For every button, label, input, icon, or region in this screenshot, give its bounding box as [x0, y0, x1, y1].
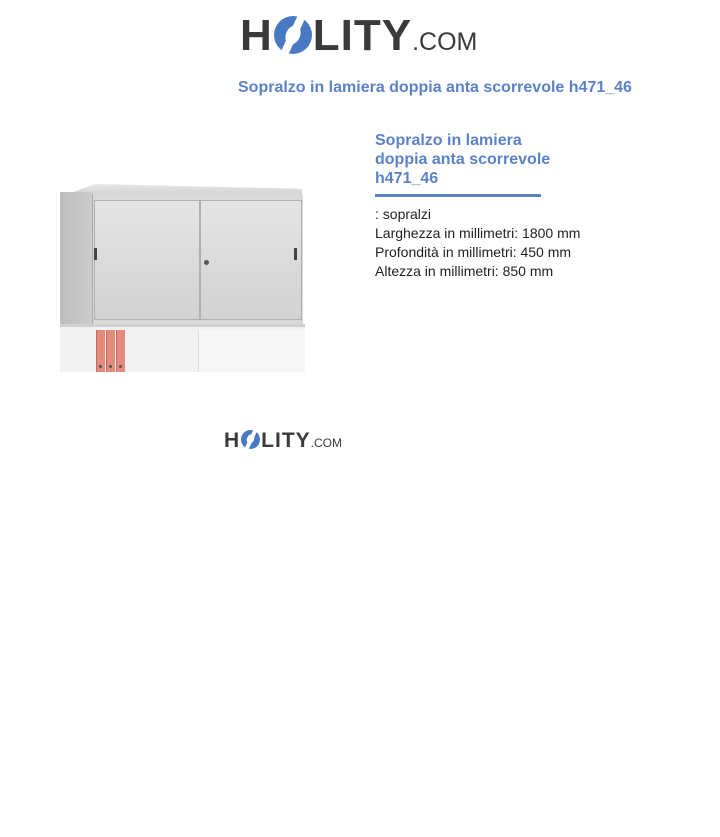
watermark-text: LITY — [261, 429, 311, 452]
title-underline — [375, 194, 541, 197]
product-image — [60, 184, 305, 372]
door-handle-icon — [94, 248, 97, 260]
binder-icon — [96, 330, 105, 372]
spec-category: : sopralzi — [375, 206, 432, 222]
cabinet-base — [60, 324, 305, 372]
door-handle-icon — [294, 248, 297, 260]
product-title-line: doppia anta scorrevole — [375, 151, 551, 168]
spec-width: Larghezza in millimetri: 1800 mm — [375, 225, 581, 241]
cabinet-door-left — [94, 200, 200, 320]
spec-depth: Profondità in millimetri: 450 mm — [375, 244, 572, 260]
logo-suffix: .COM — [412, 28, 478, 56]
page-title: Sopralzo in lamiera doppia anta scorrevole h471_46 — [238, 79, 632, 96]
cabinet-door-right — [200, 200, 302, 320]
logo-letter-h: H — [240, 11, 273, 60]
binder-icon — [106, 330, 115, 372]
shelf-divider — [60, 324, 305, 327]
watermark-letter-h: H — [224, 429, 241, 452]
product-title-line: Sopralzo in lamiera — [375, 132, 522, 149]
lock-icon — [204, 260, 209, 265]
spec-height: Altezza in millimetri: 850 mm — [375, 263, 554, 279]
product-title — [375, 131, 575, 188]
logo-o-icon — [274, 16, 312, 54]
base-door-panel — [198, 330, 305, 372]
holity-watermark-logo — [224, 428, 342, 451]
watermark-o-icon — [241, 430, 260, 449]
spec-list — [375, 205, 580, 281]
cabinet-side — [60, 192, 92, 324]
logo-text: LITY — [312, 11, 413, 60]
watermark-suffix: .COM — [310, 436, 343, 450]
holity-logo[interactable] — [240, 12, 477, 58]
product-title-line: h471_46 — [375, 170, 439, 187]
binder-icon — [116, 330, 125, 372]
